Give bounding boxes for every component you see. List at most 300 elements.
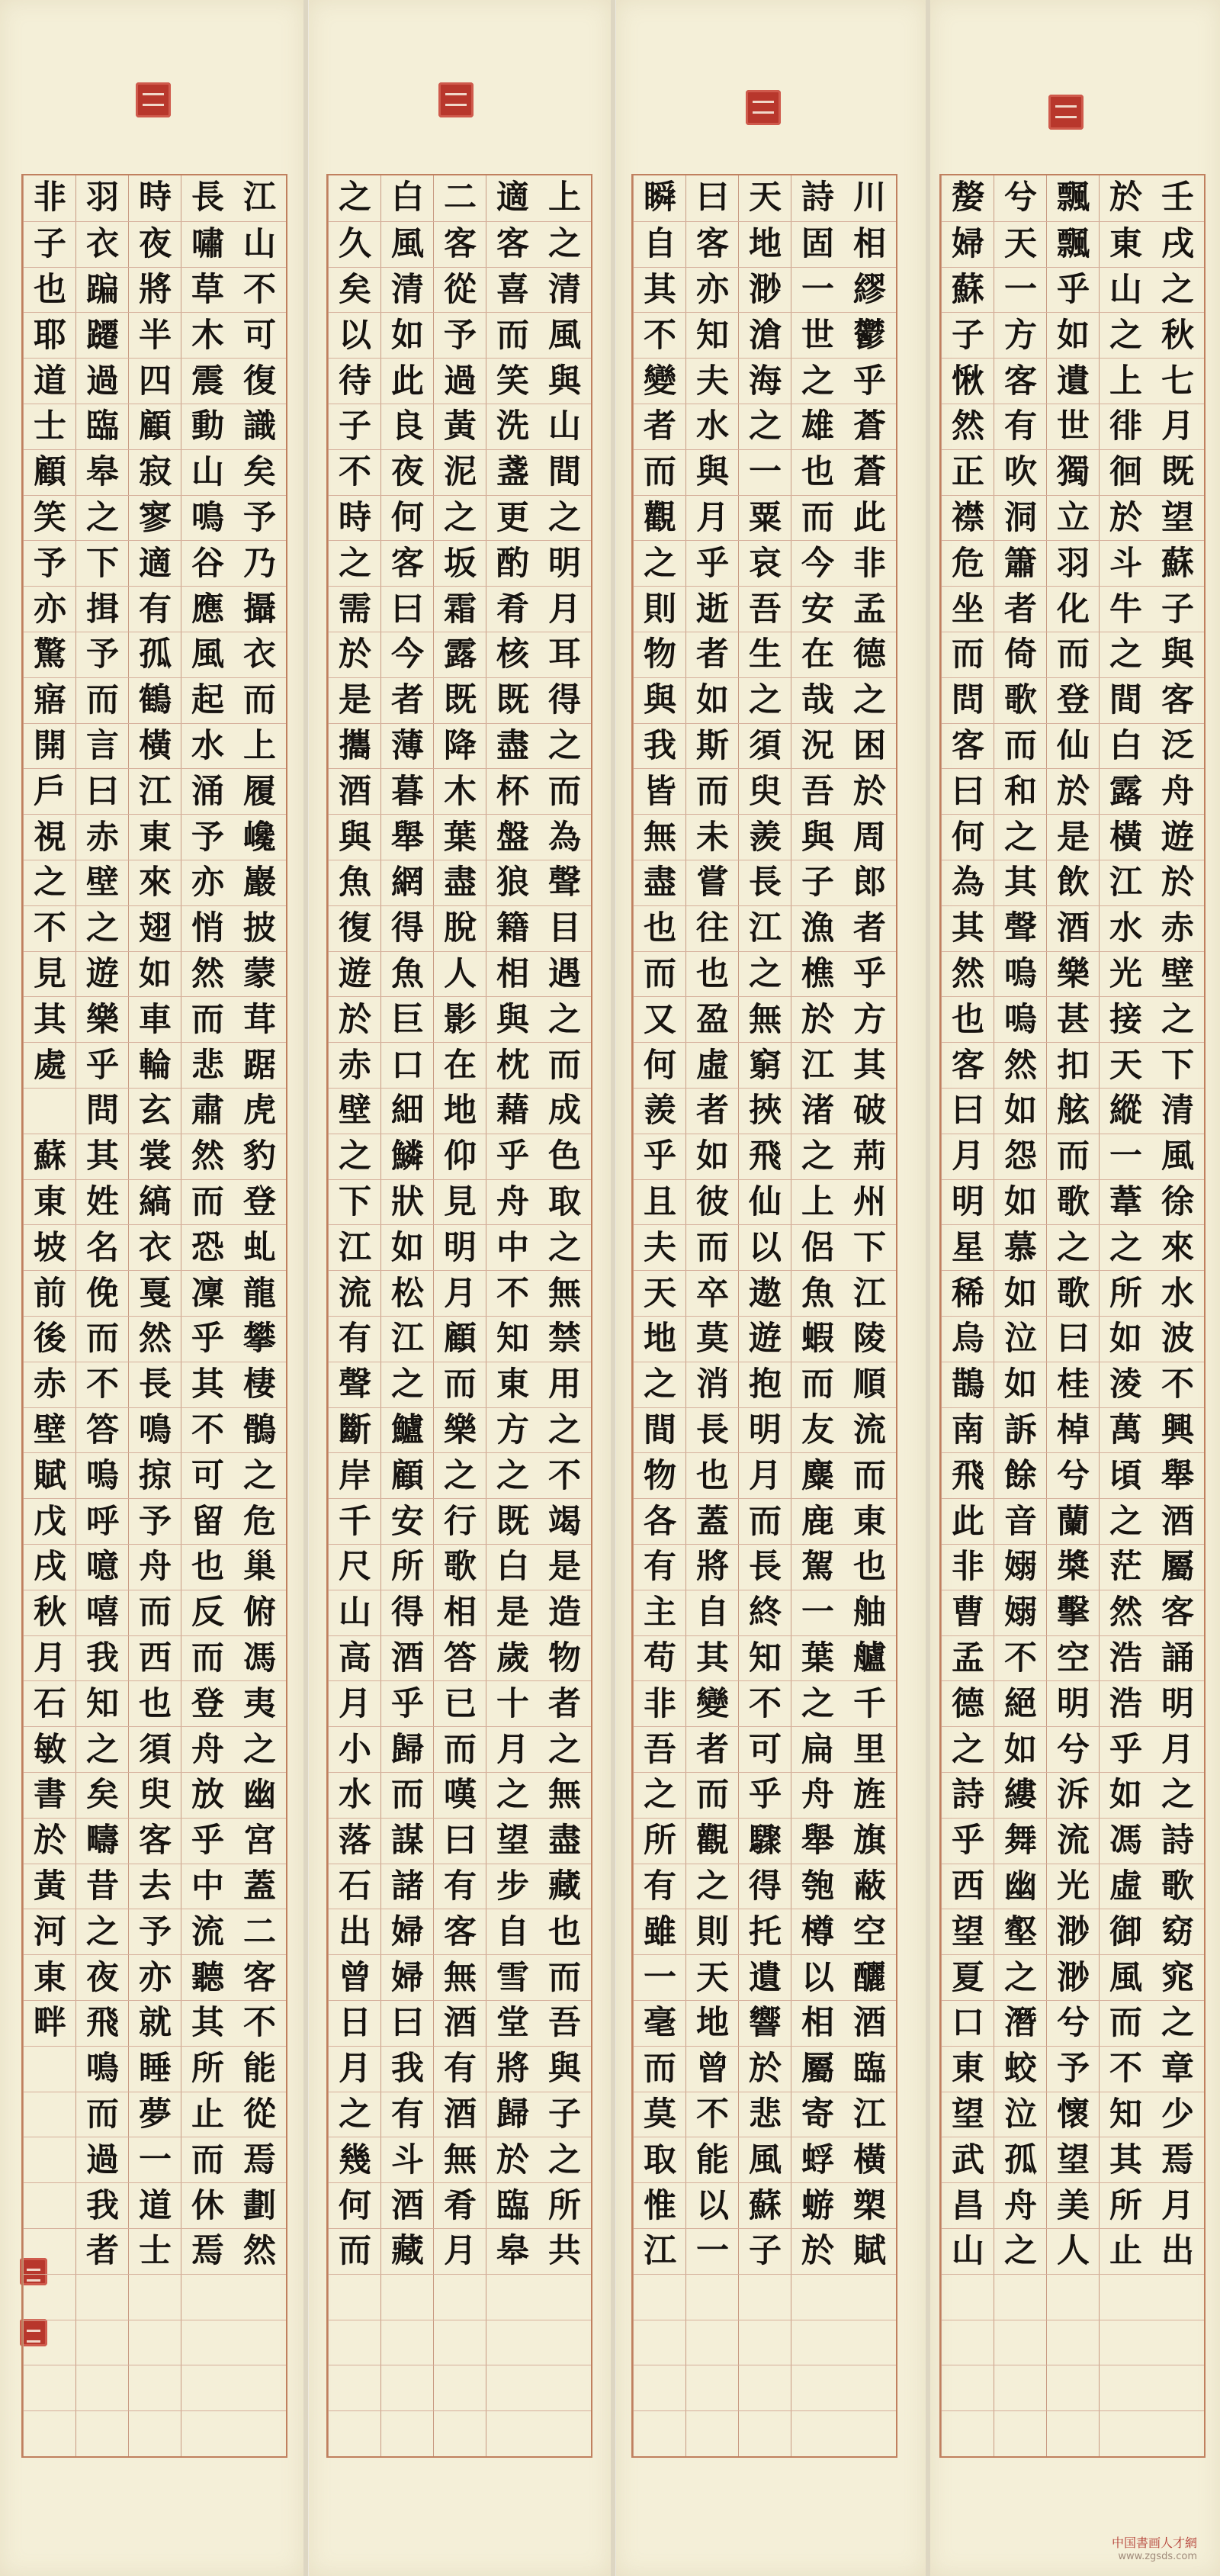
character-cell: 不 xyxy=(739,1680,791,1727)
character-cell: 詩 xyxy=(942,1772,994,1819)
character-cell: 虛 xyxy=(686,1042,739,1089)
character-cell: 耶 xyxy=(24,312,76,359)
character-cell: 為 xyxy=(538,814,591,860)
character-cell: 二 xyxy=(233,1909,286,1955)
character-cell: 於 xyxy=(1047,768,1100,815)
character-cell xyxy=(24,2274,76,2320)
character-cell: 問 xyxy=(76,1088,129,1134)
character-cell: 西 xyxy=(942,1864,994,1910)
character-cell: 鶻 xyxy=(233,1407,286,1454)
character-cell xyxy=(791,2274,844,2320)
character-cell: 夫 xyxy=(634,1224,686,1271)
character-cell: 睡 xyxy=(129,2046,181,2092)
character-cell: 士 xyxy=(24,404,76,450)
character-cell: 酒 xyxy=(1047,905,1100,952)
character-cell: 秋 xyxy=(1151,312,1204,359)
character-cell: 得 xyxy=(381,905,434,952)
character-cell: 無 xyxy=(434,1954,486,2001)
character-cell xyxy=(843,2365,896,2411)
character-cell: 以 xyxy=(686,2182,739,2229)
character-cell: 魚 xyxy=(329,860,381,906)
character-cell: 月 xyxy=(686,495,739,542)
character-cell: 露 xyxy=(1100,768,1152,815)
character-cell: 也 xyxy=(791,449,844,496)
character-cell: 屬 xyxy=(1151,1544,1204,1590)
character-cell: 於 xyxy=(329,996,381,1043)
character-cell: 薄 xyxy=(381,723,434,770)
character-cell: 石 xyxy=(329,1864,381,1910)
character-cell: 道 xyxy=(129,2182,181,2229)
character-cell: 之 xyxy=(339,178,371,217)
character-cell: 所 xyxy=(538,2182,591,2229)
character-cell: 如 xyxy=(994,1726,1047,1773)
character-cell: 嫠 xyxy=(952,178,984,217)
character-cell: 葦 xyxy=(1100,1179,1152,1226)
character-cell: 歸 xyxy=(486,2092,539,2138)
character-cell: 如 xyxy=(994,1270,1047,1317)
character-cell: 江 xyxy=(1100,860,1152,906)
character-cell: 赤 xyxy=(76,814,129,860)
character-cell: 清 xyxy=(381,267,434,314)
character-cell: 吾 xyxy=(739,586,791,632)
character-cell: 成 xyxy=(538,1088,591,1134)
character-cell: 之 xyxy=(1151,2000,1204,2047)
character-cell: 婦 xyxy=(942,221,994,268)
character-cell: 幽 xyxy=(994,1864,1047,1910)
character-cell: 方 xyxy=(486,1407,539,1454)
character-cell: 蘇 xyxy=(942,267,994,314)
character-cell xyxy=(24,2410,76,2457)
character-cell: 亦 xyxy=(686,267,739,314)
character-cell: 駕 xyxy=(791,1544,844,1590)
character-cell: 影 xyxy=(434,996,486,1043)
character-cell: 予 xyxy=(181,814,234,860)
character-cell: 我 xyxy=(76,2182,129,2229)
character-cell: 仰 xyxy=(434,1134,486,1180)
character-cell: 間 xyxy=(1100,677,1152,724)
character-cell: 兮 xyxy=(1047,1726,1100,1773)
character-cell: 一 xyxy=(994,267,1047,314)
character-cell: 月 xyxy=(434,1270,486,1317)
character-cell: 其 xyxy=(686,1635,739,1682)
character-cell: 非 xyxy=(942,1544,994,1590)
character-cell: 其 xyxy=(24,996,76,1043)
character-cell: 曰 xyxy=(942,1088,994,1134)
character-cell: 是 xyxy=(538,1544,591,1590)
character-cell: 予 xyxy=(233,495,286,542)
character-cell: 危 xyxy=(233,1498,286,1545)
character-cell: 答 xyxy=(434,1635,486,1682)
character-cell: 觀 xyxy=(686,1818,739,1864)
character-cell: 徐 xyxy=(1151,1179,1204,1226)
character-cell xyxy=(942,2365,994,2411)
character-cell: 之 xyxy=(634,1772,686,1819)
character-cell xyxy=(24,2365,76,2411)
character-cell: 曰 xyxy=(381,586,434,632)
character-cell: 悲 xyxy=(181,1042,234,1089)
character-cell: 牛 xyxy=(1100,586,1152,632)
character-cell: 之 xyxy=(538,2137,591,2183)
character-cell: 夫 xyxy=(686,358,739,404)
character-cell: 而 xyxy=(181,996,234,1043)
character-cell: 遊 xyxy=(1151,814,1204,860)
character-cell: 其 xyxy=(843,1042,896,1089)
character-cell: 者 xyxy=(686,1726,739,1773)
character-cell: 東 xyxy=(1100,221,1152,268)
character-cell: 今 xyxy=(381,632,434,678)
character-cell: 之 xyxy=(76,1726,129,1773)
character-cell: 者 xyxy=(381,677,434,724)
character-cell: 予 xyxy=(434,312,486,359)
character-cell: 江 xyxy=(791,1042,844,1089)
character-cell: 蓋 xyxy=(233,1864,286,1910)
character-cell xyxy=(434,2320,486,2366)
character-cell xyxy=(24,2228,76,2275)
character-cell: 翅 xyxy=(129,905,181,952)
character-cell: 槊 xyxy=(843,2182,896,2229)
watermark-domain: www.zgsds.com xyxy=(1118,2551,1197,2562)
character-cell: 識 xyxy=(233,404,286,450)
character-cell: 之 xyxy=(1151,267,1204,314)
character-cell xyxy=(233,2274,286,2320)
character-cell: 石 xyxy=(24,1680,76,1727)
character-cell: 宮 xyxy=(233,1818,286,1864)
character-cell: 聲 xyxy=(538,860,591,906)
character-cell: 不 xyxy=(1151,1362,1204,1408)
character-cell: 飄 xyxy=(1057,178,1090,217)
character-cell xyxy=(942,2320,994,2366)
character-cell: 不 xyxy=(994,1635,1047,1682)
character-cell xyxy=(1047,2365,1100,2411)
character-cell: 盤 xyxy=(486,814,539,860)
character-cell: 之 xyxy=(538,1407,591,1454)
character-cell: 噫 xyxy=(76,1544,129,1590)
character-cell: 遊 xyxy=(76,951,129,998)
character-cell: 方 xyxy=(843,996,896,1043)
character-cell: 蹁 xyxy=(76,267,129,314)
character-cell: 兮 xyxy=(1004,178,1037,217)
character-cell xyxy=(329,2320,381,2366)
character-cell: 予 xyxy=(129,1909,181,1955)
character-cell: 谷 xyxy=(181,540,234,587)
character-cell: 道 xyxy=(24,358,76,404)
character-cell: 十 xyxy=(486,1680,539,1727)
character-cell: 之 xyxy=(994,1954,1047,2001)
character-cell: 者 xyxy=(76,2228,129,2275)
character-cell: 嫋 xyxy=(994,1544,1047,1590)
character-cell: 乎 xyxy=(634,1134,686,1180)
character-cell: 而 xyxy=(1047,632,1100,678)
character-cell: 禁 xyxy=(538,1316,591,1362)
character-cell: 月 xyxy=(739,1452,791,1499)
character-cell: 七 xyxy=(1151,358,1204,404)
character-cell: 俛 xyxy=(76,1270,129,1317)
character-cell: 窕 xyxy=(1151,1954,1204,2001)
character-cell: 飛 xyxy=(76,2000,129,2047)
character-cell: 之 xyxy=(538,723,591,770)
character-cell: 漁 xyxy=(791,905,844,952)
character-cell: 口 xyxy=(381,1042,434,1089)
character-cell: 乎 xyxy=(181,1316,234,1362)
character-cell: 望 xyxy=(1151,495,1204,542)
character-cell: 聲 xyxy=(329,1362,381,1408)
character-cell: 盡 xyxy=(538,1818,591,1864)
character-cell: 自 xyxy=(634,221,686,268)
character-cell: 天 xyxy=(749,178,782,217)
character-cell: 車 xyxy=(129,996,181,1043)
character-cell: 敏 xyxy=(24,1726,76,1773)
character-cell: 粟 xyxy=(739,495,791,542)
character-cell: 而 xyxy=(76,1316,129,1362)
character-cell xyxy=(942,2410,994,2457)
character-cell: 寥 xyxy=(129,495,181,542)
character-cell: 與 xyxy=(329,814,381,860)
character-cell: 木 xyxy=(434,768,486,815)
character-cell: 需 xyxy=(329,586,381,632)
character-cell: 而 xyxy=(434,1726,486,1773)
character-cell: 荊 xyxy=(843,1134,896,1180)
character-cell: 詩 xyxy=(1151,1818,1204,1864)
character-cell: 曰 xyxy=(381,2000,434,2047)
character-cell: 友 xyxy=(791,1407,844,1454)
character-cell: 矣 xyxy=(76,1772,129,1819)
character-cell: 扣 xyxy=(1047,1042,1100,1089)
panel-grid xyxy=(631,174,897,2458)
character-cell: 渺 xyxy=(1047,1954,1100,2001)
text-column xyxy=(328,175,381,2456)
character-cell: 上 xyxy=(548,178,581,217)
character-cell: 一 xyxy=(686,2228,739,2275)
character-cell xyxy=(686,2410,739,2457)
character-cell: 空 xyxy=(1047,1635,1100,1682)
character-cell: 玄 xyxy=(129,1088,181,1134)
character-cell: 能 xyxy=(686,2137,739,2183)
character-cell: 取 xyxy=(538,1179,591,1226)
character-cell: 於 xyxy=(843,768,896,815)
character-cell xyxy=(129,2365,181,2411)
character-cell: 之 xyxy=(739,951,791,998)
character-cell: 在 xyxy=(434,1042,486,1089)
character-cell xyxy=(791,2320,844,2366)
character-cell: 德 xyxy=(942,1680,994,1727)
character-cell: 又 xyxy=(634,996,686,1043)
character-cell: 夢 xyxy=(129,2092,181,2138)
character-cell: 自 xyxy=(486,1909,539,1955)
character-cell xyxy=(634,2274,686,2320)
character-cell: 而 xyxy=(1047,1134,1100,1180)
character-cell: 吾 xyxy=(538,2000,591,2047)
character-cell: 雖 xyxy=(634,1909,686,1955)
character-cell: 婦 xyxy=(381,1909,434,1955)
character-cell: 悲 xyxy=(739,2092,791,2138)
character-cell: 乃 xyxy=(233,540,286,587)
character-cell xyxy=(739,2410,791,2457)
character-cell: 有 xyxy=(329,1316,381,1362)
character-cell xyxy=(994,2274,1047,2320)
character-cell: 望 xyxy=(486,1818,539,1864)
character-cell: 予 xyxy=(1047,2046,1100,2092)
character-cell: 如 xyxy=(686,677,739,724)
character-cell: 歸 xyxy=(381,1726,434,1773)
character-cell: 壬 xyxy=(1161,178,1194,217)
character-cell: 能 xyxy=(233,2046,286,2092)
character-cell: 休 xyxy=(181,2182,234,2229)
character-cell xyxy=(434,2410,486,2457)
character-cell: 遺 xyxy=(739,1954,791,2001)
character-cell: 淩 xyxy=(1100,1362,1152,1408)
character-cell: 明 xyxy=(538,540,591,587)
character-cell: 狀 xyxy=(381,1179,434,1226)
character-cell xyxy=(994,2320,1047,2366)
character-cell: 矣 xyxy=(329,267,381,314)
character-cell xyxy=(739,2320,791,2366)
character-cell xyxy=(634,2320,686,2366)
character-cell: 洗 xyxy=(486,404,539,450)
character-cell: 而 xyxy=(538,1042,591,1089)
character-cell: 非 xyxy=(634,1680,686,1727)
character-cell: 今 xyxy=(791,540,844,587)
character-cell: 而 xyxy=(843,1452,896,1499)
character-cell: 之 xyxy=(634,1362,686,1408)
character-cell: 乎 xyxy=(843,951,896,998)
character-cell: 東 xyxy=(129,814,181,860)
character-cell: 蘇 xyxy=(739,2182,791,2229)
character-cell: 而 xyxy=(634,449,686,496)
character-cell: 子 xyxy=(739,2228,791,2275)
character-cell: 葉 xyxy=(434,814,486,860)
character-cell: 孟 xyxy=(843,586,896,632)
character-cell: 蝦 xyxy=(791,1316,844,1362)
character-cell: 予 xyxy=(76,632,129,678)
character-cell: 適 xyxy=(496,178,529,217)
character-cell: 鳴 xyxy=(76,2046,129,2092)
character-cell: 地 xyxy=(686,2000,739,2047)
character-cell xyxy=(739,2365,791,2411)
character-cell: 悄 xyxy=(181,905,234,952)
character-cell: 嗚 xyxy=(994,996,1047,1043)
character-cell: 細 xyxy=(381,1088,434,1134)
character-cell: 藏 xyxy=(538,1864,591,1910)
character-cell: 步 xyxy=(486,1864,539,1910)
character-cell: 應 xyxy=(181,586,234,632)
character-cell: 泥 xyxy=(434,449,486,496)
character-cell: 酒 xyxy=(434,2092,486,2138)
character-cell: 而 xyxy=(994,723,1047,770)
character-cell: 於 xyxy=(739,2046,791,2092)
character-cell: 有 xyxy=(434,2046,486,2092)
character-cell: 下 xyxy=(1151,1042,1204,1089)
character-cell: 舳 xyxy=(843,1590,896,1636)
character-cell: 與 xyxy=(538,2046,591,2092)
character-cell: 夏 xyxy=(942,1954,994,2001)
character-cell: 一 xyxy=(739,449,791,496)
character-cell: 之 xyxy=(791,358,844,404)
character-cell: 艫 xyxy=(843,1635,896,1682)
character-cell: 虬 xyxy=(233,1224,286,1271)
character-cell: 之 xyxy=(1100,312,1152,359)
character-cell: 久 xyxy=(329,221,381,268)
character-cell: 焉 xyxy=(233,2137,286,2183)
character-cell: 如 xyxy=(686,1134,739,1180)
character-cell: 在 xyxy=(791,632,844,678)
character-cell: 何 xyxy=(634,1042,686,1089)
character-cell: 坡 xyxy=(24,1224,76,1271)
character-cell: 不 xyxy=(538,1452,591,1499)
character-cell: 倚 xyxy=(994,632,1047,678)
character-cell: 鬱 xyxy=(843,312,896,359)
character-cell: 未 xyxy=(686,814,739,860)
character-cell: 而 xyxy=(76,2092,129,2138)
character-cell: 待 xyxy=(329,358,381,404)
character-cell: 稀 xyxy=(942,1270,994,1317)
character-cell: 此 xyxy=(381,358,434,404)
character-cell xyxy=(1100,2410,1152,2457)
character-cell: 風 xyxy=(538,312,591,359)
character-cell: 泛 xyxy=(1151,723,1204,770)
character-cell: 子 xyxy=(942,312,994,359)
character-cell: 臾 xyxy=(739,768,791,815)
character-cell: 之 xyxy=(1100,1224,1152,1271)
character-cell: 誦 xyxy=(1151,1635,1204,1682)
character-cell xyxy=(233,2365,286,2411)
character-cell: 吾 xyxy=(791,768,844,815)
watermark-site: 中国書画人才網 xyxy=(1111,2536,1197,2550)
character-cell: 子 xyxy=(24,221,76,268)
character-cell xyxy=(791,2410,844,2457)
character-cell: 霜 xyxy=(434,586,486,632)
character-cell: 乎 xyxy=(843,358,896,404)
character-cell: 須 xyxy=(739,723,791,770)
character-cell: 如 xyxy=(1047,312,1100,359)
character-cell: 鶴 xyxy=(129,677,181,724)
character-cell: 不 xyxy=(181,1407,234,1454)
seal-stamp xyxy=(136,82,171,117)
character-cell: 何 xyxy=(381,495,434,542)
character-cell: 寂 xyxy=(129,449,181,496)
character-cell: 魚 xyxy=(381,951,434,998)
character-cell xyxy=(791,2365,844,2411)
character-cell: 變 xyxy=(634,358,686,404)
character-cell: 以 xyxy=(739,1224,791,1271)
character-cell: 盈 xyxy=(686,996,739,1043)
character-cell: 餘 xyxy=(994,1452,1047,1499)
character-cell: 乎 xyxy=(686,540,739,587)
character-cell: 夜 xyxy=(76,1954,129,2001)
character-cell: 復 xyxy=(329,905,381,952)
character-cell: 戛 xyxy=(129,1270,181,1317)
character-cell: 放 xyxy=(181,1772,234,1819)
character-cell: 共 xyxy=(538,2228,591,2275)
character-cell: 然 xyxy=(994,1042,1047,1089)
character-cell: 之 xyxy=(76,905,129,952)
character-cell: 仙 xyxy=(739,1179,791,1226)
character-cell: 流 xyxy=(1047,1818,1100,1864)
character-cell: 之 xyxy=(76,1909,129,1955)
character-cell: 流 xyxy=(181,1909,234,1955)
character-cell: 曾 xyxy=(329,1954,381,2001)
character-cell: 海 xyxy=(739,358,791,404)
character-cell: 哀 xyxy=(739,540,791,587)
character-cell: 中 xyxy=(486,1224,539,1271)
character-cell: 相 xyxy=(434,1590,486,1636)
character-cell: 飄 xyxy=(1047,221,1100,268)
character-cell: 歌 xyxy=(1047,1179,1100,1226)
character-cell: 四 xyxy=(129,358,181,404)
character-cell: 子 xyxy=(538,2092,591,2138)
character-cell: 旗 xyxy=(843,1818,896,1864)
character-cell: 輪 xyxy=(129,1042,181,1089)
character-cell: 有 xyxy=(634,1544,686,1590)
